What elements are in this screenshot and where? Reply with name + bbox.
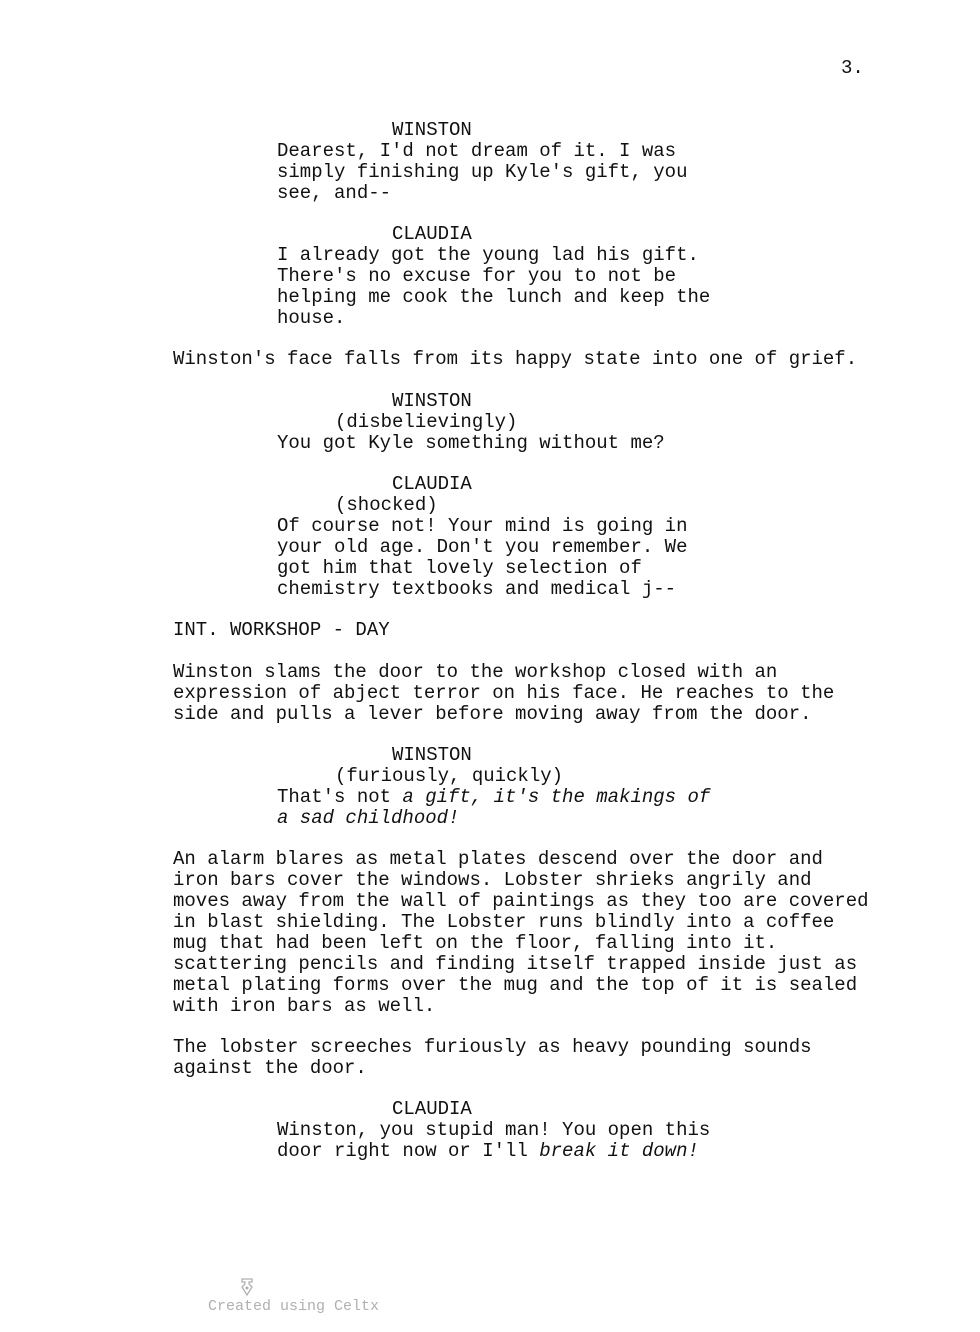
dialogue-line: [277, 808, 459, 829]
dialogue-line: house.: [277, 307, 346, 329]
dialogue-emphasis: a gift, it's the makings of: [402, 786, 711, 808]
action-line: in blast shielding. The Lobster runs blindly into a coffee: [173, 911, 835, 933]
dialogue-line: [277, 787, 710, 808]
action-line: An alarm blares as metal plates descend over the door and: [173, 848, 823, 870]
character-name: WINSTON: [392, 390, 472, 412]
action-line: expression of abject terror on his face. He reaches to the: [173, 682, 835, 704]
dialogue-text: door right now or I'll: [277, 1140, 540, 1162]
footer-text: Created using Celtx: [208, 1298, 380, 1315]
action-line: side and pulls a lever before moving away from the door.: [173, 703, 812, 725]
scene-heading: INT. WORKSHOP - DAY: [173, 619, 390, 641]
parenthetical: (furiously, quickly): [335, 765, 564, 787]
dialogue-line: chemistry textbooks and medical j--: [277, 578, 677, 600]
action-line: The lobster screeches furiously as heavy pounding sounds: [173, 1036, 812, 1058]
dialogue-emphasis: break it down!: [539, 1140, 699, 1162]
dialogue-line: Of course not! Your mind is going in: [277, 515, 688, 537]
action-line: moves away from the wall of paintings as they too are covered: [173, 890, 869, 912]
dialogue-line: see, and--: [277, 182, 392, 204]
action-line: Winston slams the door to the workshop closed with an: [173, 661, 778, 683]
action-line: metal plating forms over the mug and the top of it is sealed: [173, 974, 858, 996]
character-name: CLAUDIA: [392, 223, 472, 245]
dialogue-emphasis: a sad childhood!: [277, 807, 460, 829]
character-name: CLAUDIA: [392, 1098, 472, 1120]
dialogue-line: You got Kyle something without me?: [277, 432, 665, 454]
page-number: 3.: [841, 57, 864, 79]
action-line: iron bars cover the windows. Lobster shrieks angrily and: [173, 869, 812, 891]
action-line: scattering pencils and finding itself trapped inside just as: [173, 953, 858, 975]
dialogue-line: your old age. Don't you remember. We: [277, 536, 688, 558]
parenthetical: (shocked): [335, 494, 438, 516]
dialogue-line: Dearest, I'd not dream of it. I was: [277, 140, 677, 162]
action-line: mug that had been left on the floor, falling into it.: [173, 932, 778, 954]
footer: [150, 1244, 379, 1332]
action-line: Winston's face falls from its happy state into one of grief.: [173, 348, 858, 370]
dialogue-text: That's not: [277, 786, 403, 808]
character-name: WINSTON: [392, 119, 472, 141]
action-line: against the door.: [173, 1057, 367, 1079]
dialogue-line: simply finishing up Kyle's gift, you: [277, 161, 688, 183]
dialogue-line: I already got the young lad his gift.: [277, 244, 699, 266]
dialogue-line: helping me cook the lunch and keep the: [277, 286, 711, 308]
dialogue-line: got him that lovely selection of: [277, 557, 642, 579]
dialogue-line: There's no excuse for you to not be: [277, 265, 677, 287]
dialogue-line: Winston, you stupid man! You open this: [277, 1119, 711, 1141]
character-name: CLAUDIA: [392, 473, 472, 495]
celtx-logo-icon: [186, 1261, 200, 1279]
character-name: WINSTON: [392, 744, 472, 766]
action-line: with iron bars as well.: [173, 995, 436, 1017]
dialogue-line: [277, 1141, 699, 1162]
parenthetical: (disbelievingly): [335, 411, 518, 433]
